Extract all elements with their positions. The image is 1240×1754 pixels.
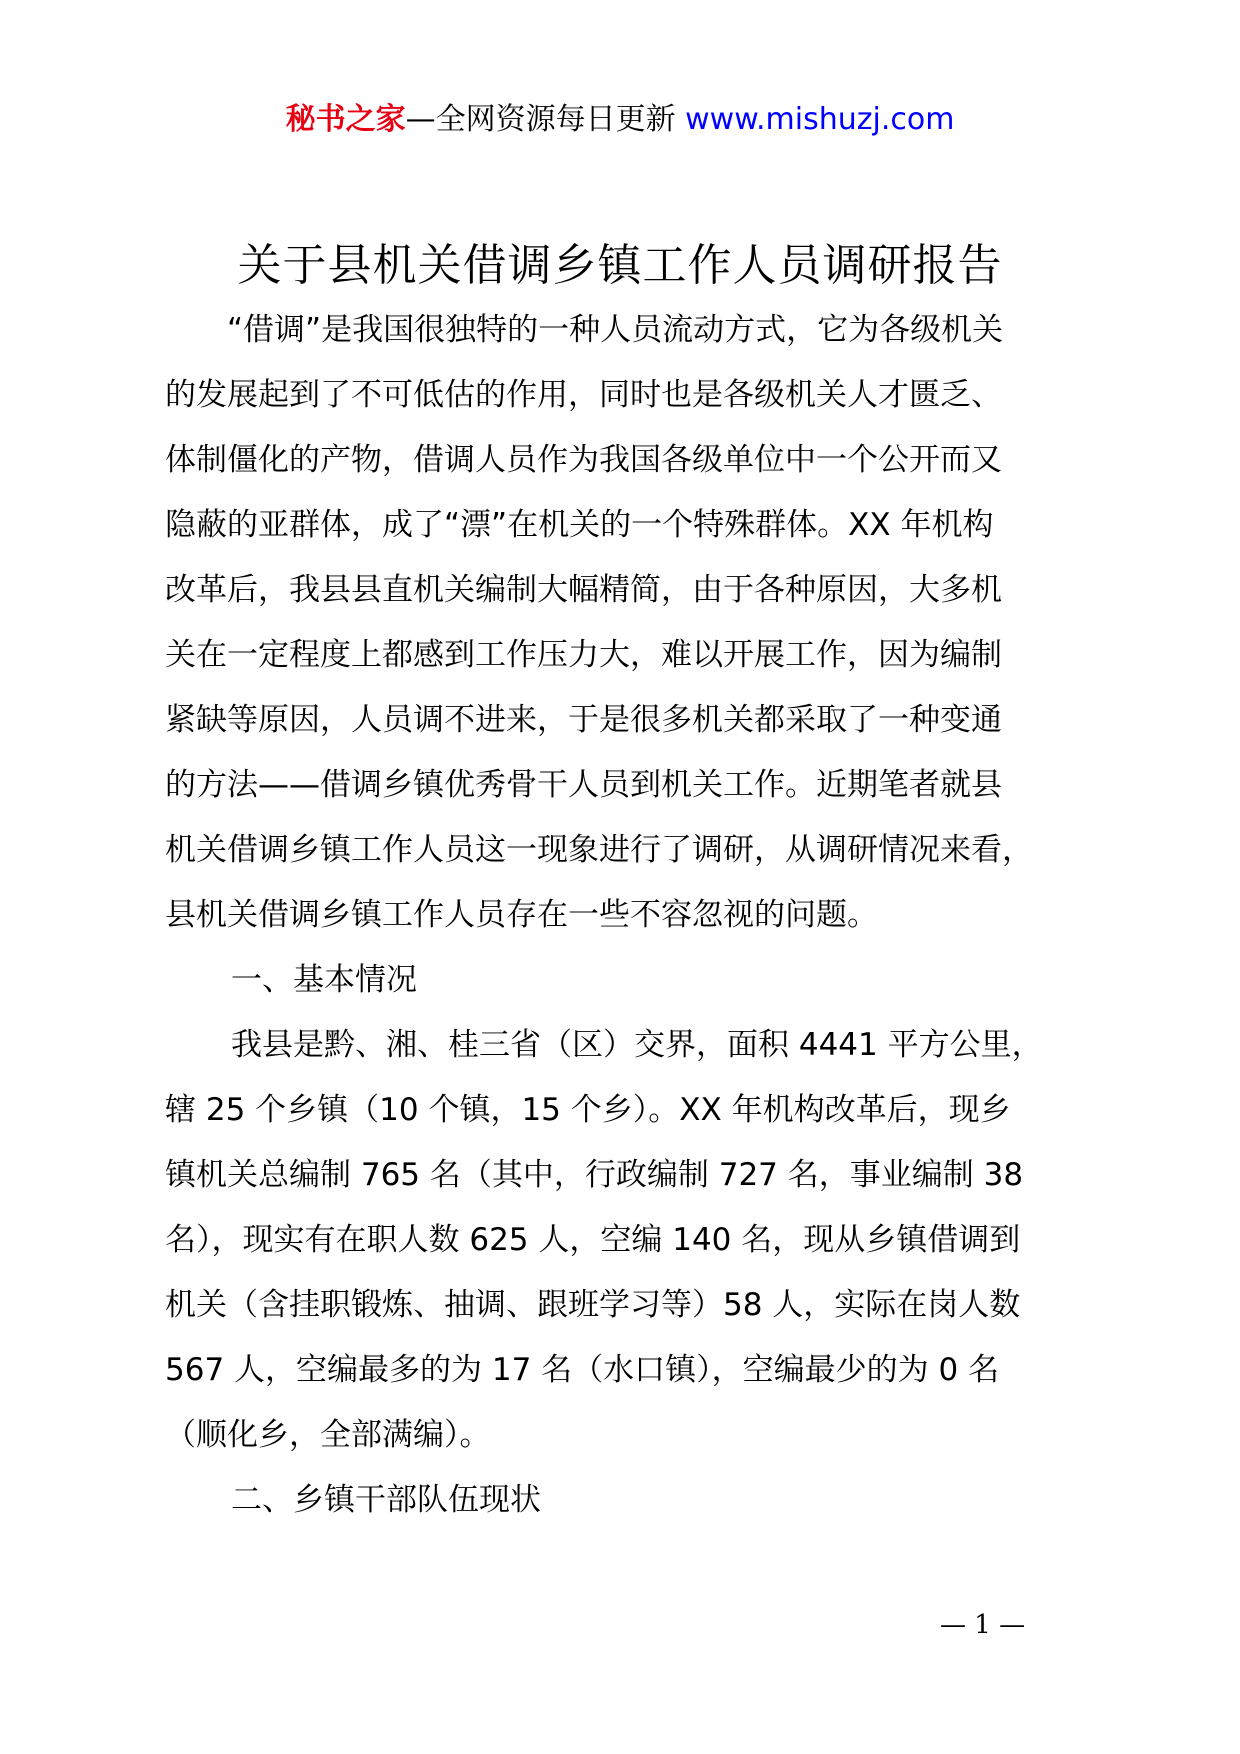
section-heading-basic: 一、基本情况 (231, 962, 417, 998)
site-header (0, 100, 1240, 140)
site-tagline: —全网资源每日更新 (405, 102, 676, 137)
paragraph-line: （顺化乡，全部满编）。 (165, 1417, 491, 1453)
paragraph-line: 机关（含挂职锻炼、抽调、跟班学习等）58 人，实际在岗人数 (165, 1287, 1021, 1323)
paragraph-line: 改革后，我县县直机关编制大幅精简，由于各种原因，大多机 (165, 572, 1002, 608)
paragraph-line: 的发展起到了不可低估的作用，同时也是各级机关人才匮乏、 (165, 377, 1002, 413)
paragraph-line: 紧缺等原因，人员调不进来，于是很多机关都采取了一种变通 (165, 702, 1002, 738)
paragraph-line: 机关借调乡镇工作人员这一现象进行了调研，从调研情况来看， (165, 832, 1033, 868)
document-body (165, 298, 1095, 1533)
paragraph-line: 关在一定程度上都感到工作压力大，难以开展工作，因为编制 (165, 637, 1002, 673)
paragraph-line: 辖 25 个乡镇（10 个镇，15 个乡）。XX 年机构改革后，现乡 (165, 1092, 1011, 1128)
paragraph-line: 镇机关总编制 765 名（其中，行政编制 727 名，事业编制 38 (165, 1157, 1024, 1193)
site-url-link[interactable]: www.mishuzj.com (685, 102, 955, 137)
document-title: 关于县机关借调乡镇工作人员调研报告 (237, 240, 1003, 291)
paragraph-line: 名），现实有在职人数 625 人，空编 140 名，现从乡镇借调到 (165, 1222, 1021, 1258)
site-brand: 秘书之家 (285, 102, 406, 137)
paragraph-line: 县机关借调乡镇工作人员存在一些不容忽视的问题。 (165, 897, 878, 933)
paragraph-line: “借调”是我国很独特的一种人员流动方式，它为各级机关 (227, 312, 1004, 348)
section-heading-cadre: 二、乡镇干部队伍现状 (231, 1482, 541, 1518)
paragraph-line: 的方法——借调乡镇优秀骨干人员到机关工作。近期笔者就县 (165, 767, 1002, 803)
paragraph-line: 我县是黔、湘、桂三省（区）交界，面积 4441 平方公里， (231, 1027, 1043, 1063)
paragraph-line: 隐蔽的亚群体，成了“漂”在机关的一个特殊群体。XX 年机构 (165, 507, 994, 543)
paragraph-line: 567 人，空编最多的为 17 名（水口镇），空编最少的为 0 名 (165, 1352, 1000, 1388)
page-number: — 1 — (940, 1610, 1026, 1640)
paragraph-line: 体制僵化的产物，借调人员作为我国各级单位中一个公开而又 (165, 442, 1002, 478)
